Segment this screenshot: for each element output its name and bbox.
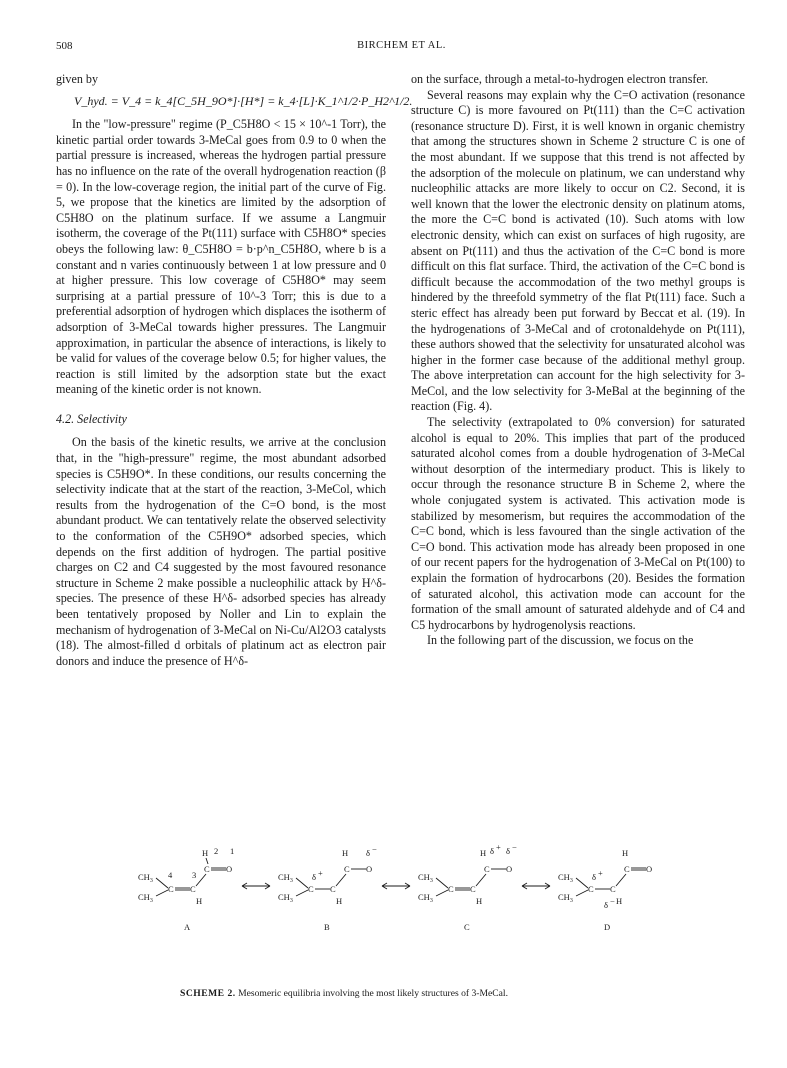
running-head — [56, 40, 747, 58]
svg-text:CH3: $CH_3$ — [558, 892, 573, 904]
label-d: D — [604, 922, 611, 932]
svg-text:CH3: $CH_3$ — [138, 872, 153, 884]
structure-c — [418, 842, 517, 932]
page-number: 508 — [56, 40, 73, 52]
svg-text:O: O — [366, 864, 373, 874]
running-title: BIRCHEM ET AL. — [357, 40, 446, 51]
paragraph-selectivity: On the basis of the kinetic results, we arrive at the conclusion that, in the "high-pressure" regime, the most abundant adsorbed species is C5H9O*. In these conditions, our results concerning the selectivity indicate that at the start of the reaction, 3-MeCol, which results from the hydrogenation of the C=O bond, is the most abundant product. We can tentatively relate the observed selectivity to the conformation of the C5H9O* adsorbed species, which depends on the first addition of hydrogen. The partial positive charges on C2 and C4 suggested by the most favoured resonance structure in Scheme 2 make possible a nucleophilic attack by H^δ- species. The presence of these H^δ- adsorbed species has already been tentatively proposed by Noller and Lin to explain the mechanism of hydrogenation of 3-MeCal on Ni-Cu/Al2O3 catalysts (18). The almost-filled d orbitals of platinum act as electron pair donors and induce the presence of H^δ- — [56, 435, 386, 668]
svg-text:H: H — [476, 896, 483, 906]
svg-text:+: + — [496, 842, 501, 852]
structure-b — [278, 844, 377, 932]
svg-text:C: C — [484, 864, 490, 874]
svg-text:C: C — [588, 884, 594, 894]
svg-text:H: H — [202, 848, 209, 858]
svg-text:H: H — [336, 896, 343, 906]
svg-text:δ: δ — [312, 872, 317, 882]
svg-text:2: 2 — [214, 846, 219, 856]
svg-text:CH3: $CH_3$ — [278, 872, 293, 884]
svg-text:1: 1 — [230, 846, 235, 856]
svg-text:C: C — [204, 864, 210, 874]
left-column — [56, 72, 413, 669]
svg-text:δ: δ — [592, 872, 597, 882]
svg-text:+: + — [598, 868, 603, 878]
equilibrium-arrow — [522, 883, 550, 889]
structure-d — [558, 848, 652, 932]
paragraph-intro: given by — [56, 72, 98, 86]
svg-text:+: + — [318, 868, 323, 878]
svg-text:CH3: $CH_3$ — [418, 892, 433, 904]
caption-text: Mesomeric equilibria involving the most likely structures of 3-MeCal. — [238, 988, 508, 999]
svg-text:C: C — [624, 864, 630, 874]
paragraph-low-pressure: In the "low-pressure" regime (P_C5H8O < 15 × 10^-1 Torr), the kinetic partial order towards 3-MeCal goes from 0.9 to 0 when the partial pressure is increased, whereas the hydrogen partial pressure has no influence on the rate of the overall hydrogenation reaction (β = 0). In the low-coverage region, the initial part of the curve of Fig. 5, we propose that the kinetics are limited by the adsorption of C5H8O on the platinum surface. If we assume a Langmuir isotherm, the coverage of the Pt(111) surface with C5H8O* species obeys the following law: θ_C5H8O = b·p^n_C5H8O, where b is a constant and n varies continuously between 1 at low pressure and 0 at higher pressure. This low coverage of C5H8O* may seem surprising at a partial pressure of 10^-3 Torr; this is due to a preferential adsorption of hydrogen which displaces the isotherm of adsorption of 3-MeCal towards higher pressures. The Langmuir approximation, in particular the absence of interactions, is likely to be valid for values of the coverage below 0.5; for higher values, the reaction is still limited by the adsorption state but the exact meaning of the kinetic order is not known. — [56, 117, 386, 397]
paragraph-reasons: Several reasons may explain why the C=O activation (resonance structure C) is more favoured on Pt(111) than the C=C activation (resonance structure D). First, it is well known in organic chemistry that among the structures shown in Scheme 2 structure C is one of the most abundant. If we suppose that this trend is not affected by the adsorption of the molecule on platinum, we can understand why nucleophilic attacks are more likely to occur on C2. Second, it is well known that the lower the electronic density on platinum atoms, the more the C=C bond is activated (10). Such atoms with low electronic density, which can exist on surfaces of high rugosity, are absent on Pt(111) and thus the activation of the C=C bond is more difficult on this flat surface. Third, the activation of the C=C bond is difficult because the accommodation of the two methyl groups is hindered by the threefold symmetry of the flat Pt(111) face. Such a steric effect has already been put forward by Beccat et al. (19). In the hydrogenations of 3-MeCal and of crotonaldehyde on Pt(111), these authors showed that the selectivity for unsaturated alcohol was higher in the former case because of the additional methyl group. The above interpretation can account for the high selectivity for 3-MeCol, and the low selectivity for 3-MeBal at the beginning of the reaction (Fig. 4). — [411, 87, 745, 414]
svg-text:δ: δ — [506, 846, 511, 856]
paragraph-continued: on the surface, through a metal-to-hydrogen electron transfer. — [411, 72, 709, 86]
paragraph-saturated-alcohol: The selectivity (extrapolated to 0% conversion) for saturated alcohol is equal to 20%. This implies that part of the produced saturated alcohol comes from a double hydrogenation of 3-MeCal without desorption of the intermediary product. This is likely to occur through the resonance structure B in Scheme 2, where the whole conjugated system is activated. This activation mode is stabilized by mesomerism, but requires the accommodation of the C=C bond, which is less favoured than the single activation of the C=O bond. This activation mode has already been proposed in one of our recent papers for the hydrogenation of 3-MeCal on Pt(100) to explain the formation of hydrocarbons (20). Besides the formation of saturated alcohol, this activation mode can account for the formation of the small amount of saturated aldehyde and of C4 and C5 hydrocarbons by hydrogenolysis reactions. — [411, 415, 745, 632]
svg-text:H: H — [616, 896, 623, 906]
right-column — [411, 72, 745, 649]
svg-text:H: H — [196, 896, 203, 906]
svg-text:CH3: $CH_3$ — [278, 892, 293, 904]
svg-text:δ: δ — [366, 848, 371, 858]
svg-text:C: C — [308, 884, 314, 894]
svg-text:−: − — [610, 896, 615, 906]
equilibrium-arrow — [382, 883, 410, 889]
section-heading: 4.2. Selectivity — [56, 411, 127, 426]
svg-text:4: 4 — [168, 870, 173, 880]
svg-text:C: C — [330, 884, 336, 894]
svg-text:O: O — [646, 864, 653, 874]
svg-text:H: H — [480, 848, 487, 858]
svg-text:δ: δ — [490, 846, 495, 856]
paragraph-following: In the following part of the discussion, we focus on the — [427, 633, 694, 648]
svg-text:CH3: $CH_3$ — [418, 872, 433, 884]
scheme-caption — [180, 988, 700, 999]
svg-text:CH3: $CH_3$ — [138, 892, 153, 904]
svg-text:CH3: $CH_3$ — [558, 872, 573, 884]
resonance-structures-diagram — [130, 828, 690, 958]
svg-text:3: 3 — [192, 870, 197, 880]
svg-text:−: − — [512, 842, 517, 852]
svg-text:δ: δ — [604, 900, 609, 910]
svg-text:O: O — [226, 864, 233, 874]
svg-text:C: C — [610, 884, 616, 894]
label-b: B — [324, 922, 330, 932]
label-a: A — [184, 922, 191, 932]
svg-text:O: O — [506, 864, 513, 874]
equilibrium-arrow — [242, 883, 270, 889]
svg-text:H: H — [622, 848, 629, 858]
svg-text:C: C — [448, 884, 454, 894]
structure-a — [138, 846, 234, 932]
svg-text:C: C — [344, 864, 350, 874]
svg-text:C: C — [470, 884, 476, 894]
label-c: C — [464, 922, 470, 932]
svg-text:C: C — [168, 884, 174, 894]
rate-equation: V_hyd. = V_4 = k_4[C_5H_9O*]·[H*] = k_4·[L]·K_1^1/2·P_H2^1/2. — [74, 93, 413, 108]
svg-text:H: H — [342, 848, 349, 858]
svg-text:C: C — [190, 884, 196, 894]
svg-text:−: − — [372, 844, 377, 854]
caption-label: SCHEME 2. — [180, 988, 236, 999]
scheme-2-figure — [130, 828, 690, 978]
